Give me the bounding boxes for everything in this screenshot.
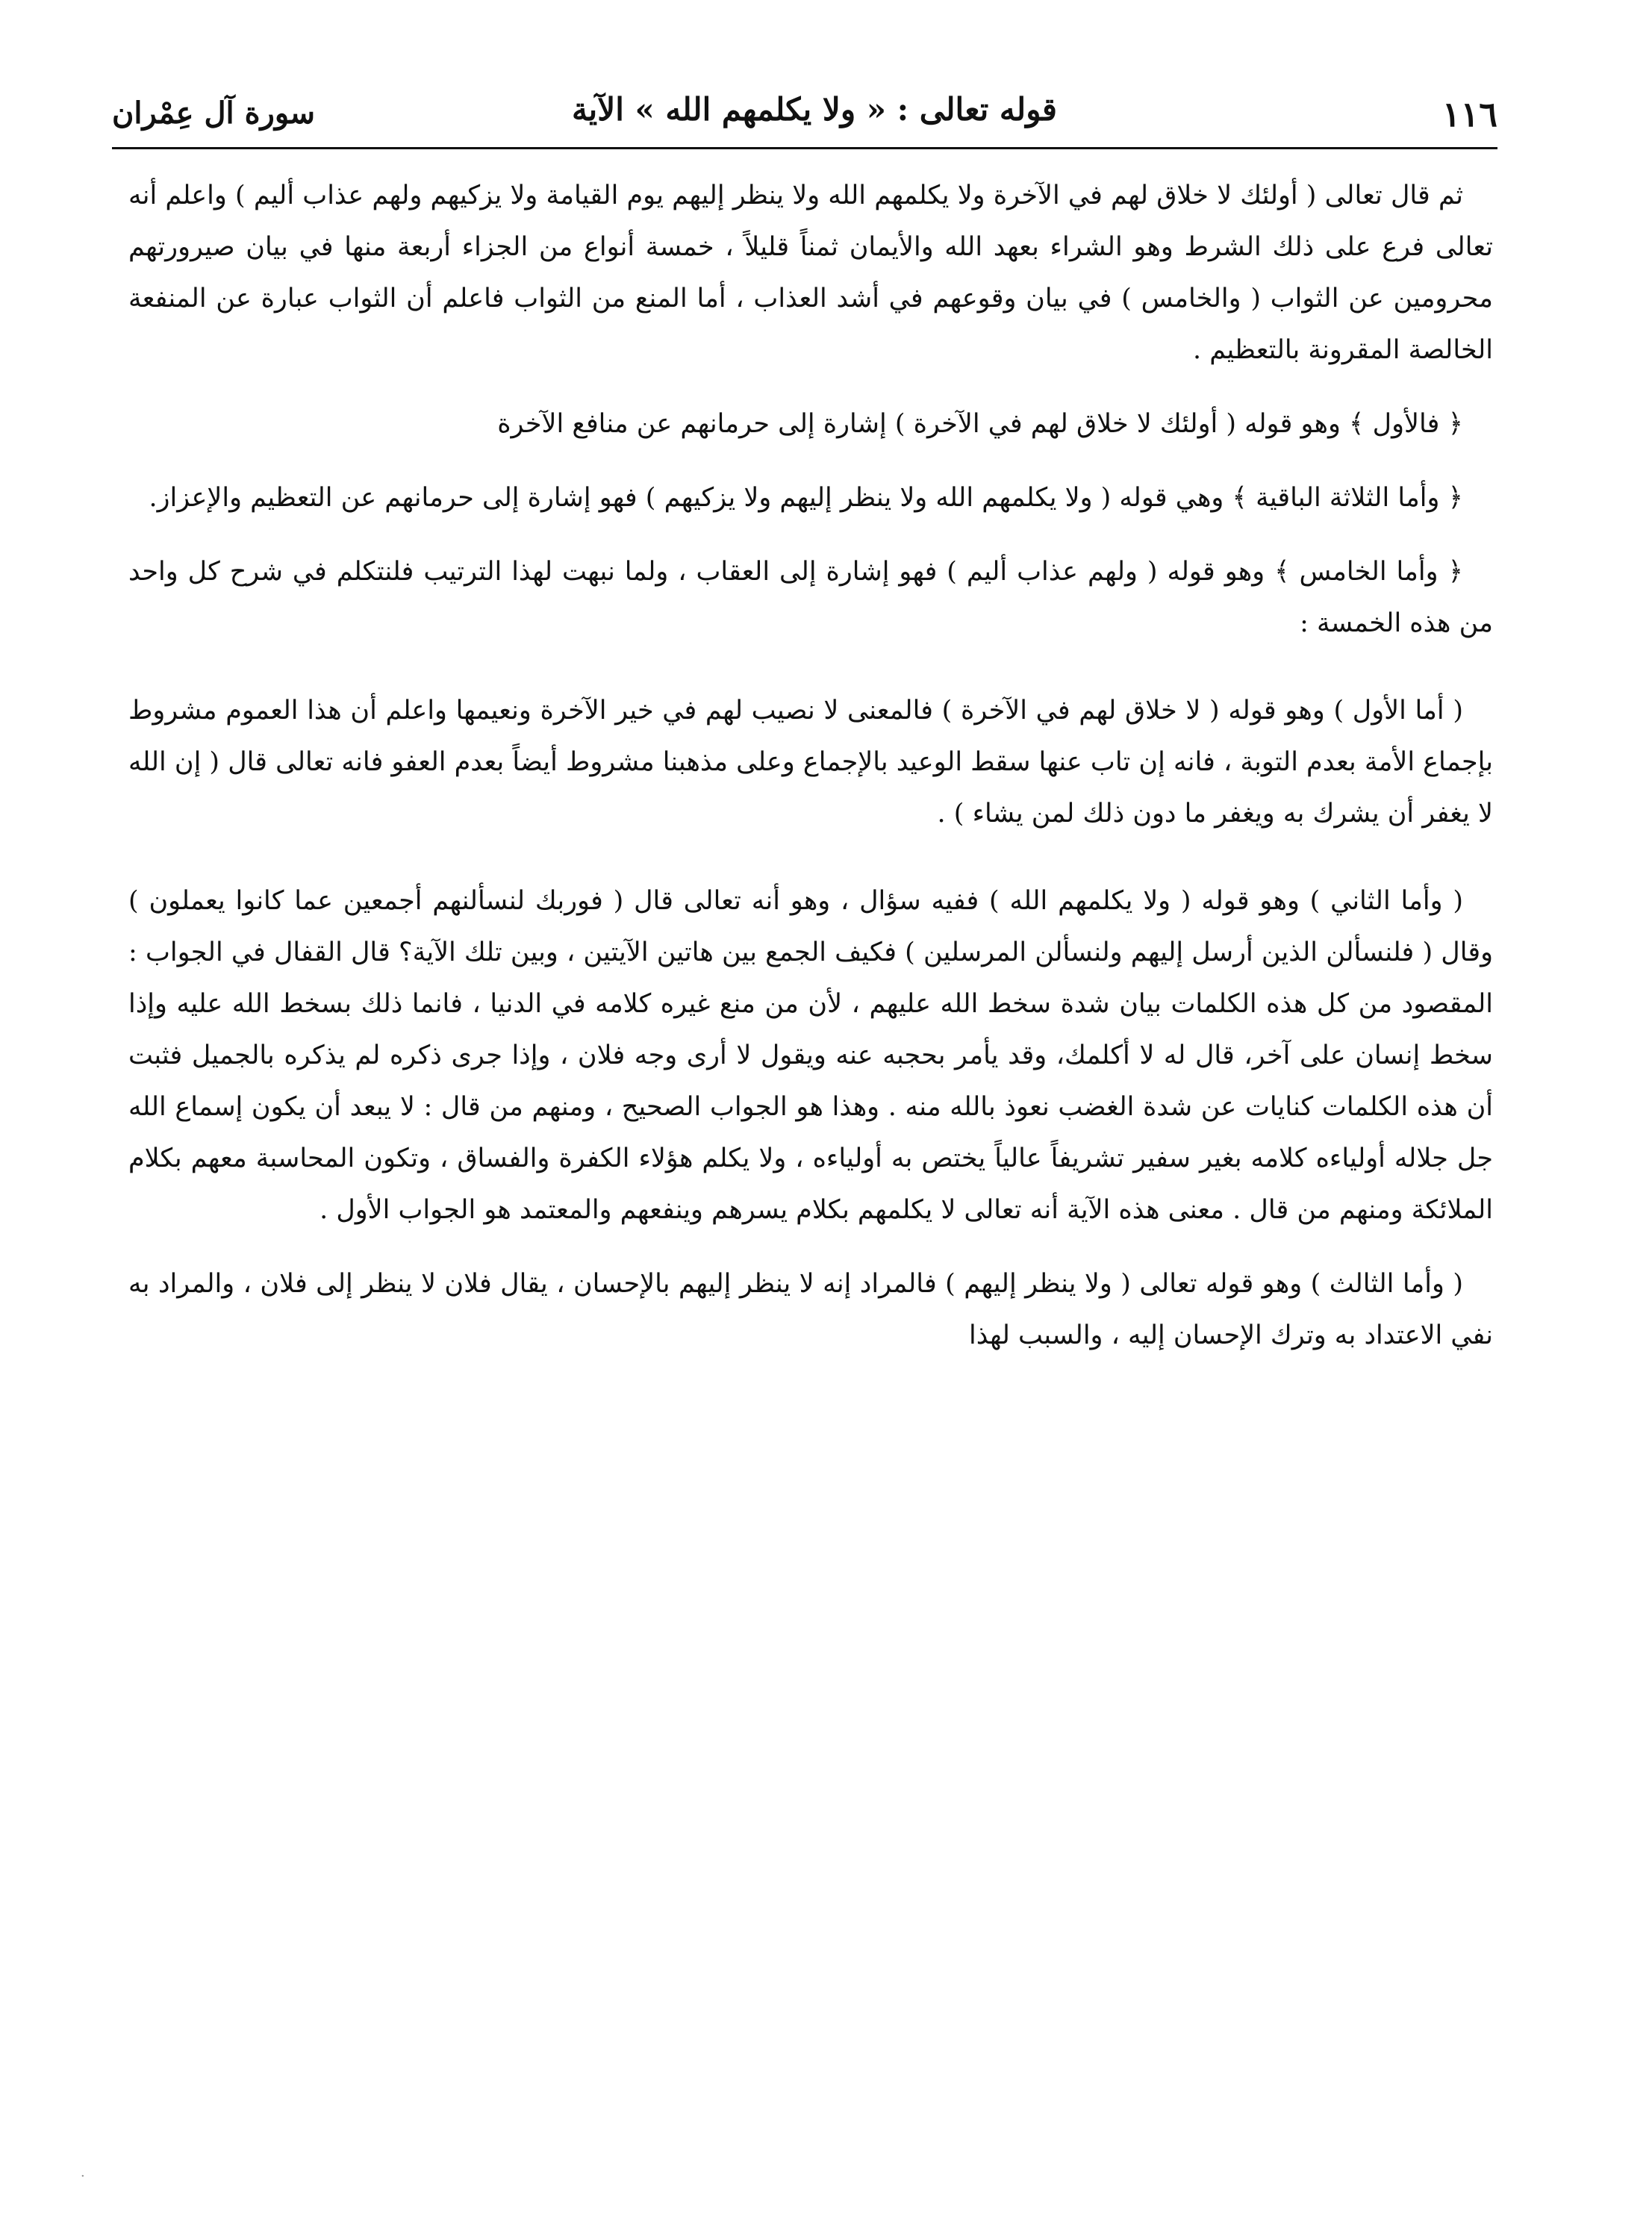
header-rule: [112, 147, 1497, 149]
page-body: [128, 170, 1493, 1362]
paragraph-first-explained: ( أما الأول ) وهو قوله ( لا خلاق لهم في الآخرة ) فالمعنى لا نصيب لهم في خير الآخرة ونعيمها واعلم أن هذا العموم مشروط بإجماع الأمة بعدم التوبة ، فانه إن تاب عنها سقط الوعيد بالإجماع وعلى مذهبنا مشروط أيضاً بعدم العفو فانه تعالى قال ( إن الله لا يغفر أن يشرك به ويغفر ما دون ذلك لمن يشاء ) .: [128, 696, 1493, 829]
paragraph-second-explained: ( وأما الثاني ) وهو قوله ( ولا يكلمهم الله ) ففيه سؤال ، وهو أنه تعالى قال ( فوربك لنسألنهم أجمعين عما كانوا يعملون ) وقال ( فلنسألن الذين أرسل إليهم ولنسألن المرسلين ) فكيف الجمع بين هاتين الآيتين ، وبين تلك الآية؟ قال القفال في الجواب : المقصود من كل هذه الكلمات بيان شدة سخط الله عليهم ، لأن من منع غيره كلامه في الدنيا ، فانما ذلك بسخط الله عليه وإذا سخط إنسان على آخر، قال له لا أكلمك، وقد يأمر بحجبه عنه ويقول لا أرى وجه فلان ، وإذا جرى ذكره لم يذكره بالجميل فثبت أن هذه الكلمات كنايات عن شدة الغضب نعوذ بالله منه . وهذا هو الجواب الصحيح ، ومنهم من قال : لا يبعد أن يكون إسماع الله جل جلاله أولياءه كلامه بغير سفير تشريفاً عالياً يختص به أولياءه ، ولا يكلم هؤلاء الكفرة والفساق ، وتكون المحاسبة معهم بكلام الملائكة ومنهم من قال . معنى هذه الآية أنه تعالى لا يكلمهم بكلام يسرهم وينفعهم والمعتمد هو الجواب الأول .: [128, 886, 1493, 1225]
paragraph-remaining-three: ﴿ وأما الثلاثة الباقية ﴾ وهي قوله ( ولا يكلمهم الله ولا ينظر إليهم ولا يزكيهم ) فهو إشارة إلى حرمانهم عن التعظيم والإعزاز.: [149, 483, 1463, 513]
paragraph-third-explained: ( وأما الثالث ) وهو قوله تعالى ( ولا ينظر إليهم ) فالمراد إنه لا ينظر إليهم بالإحسان ، يقال فلان لا ينظر إلى فلان ، والمراد به نفي الاعتداد به وترك الإحسان إليه ، والسبب لهذا: [128, 1269, 1493, 1350]
paragraph-fifth: ﴿ وأما الخامس ﴾ وهو قوله ( ولهم عذاب أليم ) فهو إشارة إلى العقاب ، ولما نبهت لهذا الترتيب فلنتكلم في شرح كل واحد من هذه الخمسة :: [128, 557, 1493, 638]
section-title: قوله تعالى : « ولا يكلمهم الله » الآية: [572, 91, 1057, 128]
running-header: [112, 84, 1497, 143]
paragraph-intro: ثم قال تعالى ( أولئك لا خلاق لهم في الآخرة ولا يكلمهم الله ولا ينظر إليهم يوم القيامة ولا يزكيهم ولهم عذاب أليم ) واعلم أنه تعالى فرع على ذلك الشرط وهو الشراء بعهد الله والأيمان ثمناً قليلاً ، خمسة أنواع من الجزاء أربعة منها في بيان صيرورتهم محرومين عن الثواب ( والخامس ) في بيان وقوعهم في أشد العذاب ، أما المنع من الثواب فاعلم أن الثواب عبارة عن المنفعة الخالصة المقرونة بالتعظيم .: [128, 181, 1493, 365]
margin-mark: ·: [81, 2168, 85, 2184]
paragraph-first: ﴿ فالأول ﴾ وهو قوله ( أولئك لا خلاق لهم في الآخرة ) إشارة إلى حرمانهم عن منافع الآخرة: [497, 409, 1463, 439]
surah-name: سورة آل عِمْران: [112, 96, 316, 131]
page-number: ١١٦: [1441, 94, 1497, 134]
